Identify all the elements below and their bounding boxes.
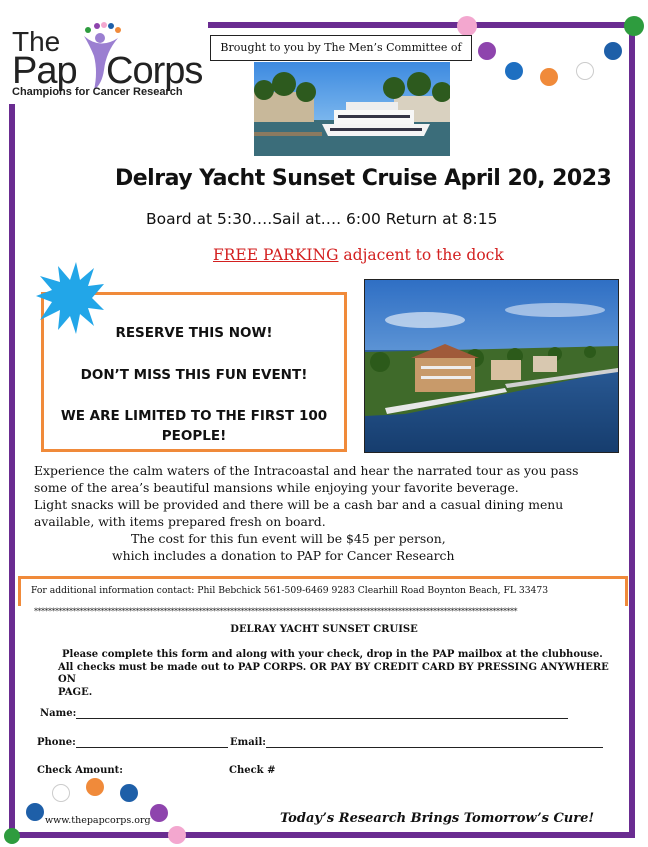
decor-dot xyxy=(576,62,594,80)
frame-top-border xyxy=(208,22,634,28)
decor-dot xyxy=(168,826,186,844)
donation-line: which includes a donation to PAP for Cancer Research xyxy=(112,548,455,563)
event-schedule: Board at 5:30….Sail at…. 6:00 Return at 8:15 xyxy=(146,210,498,228)
decor-dot xyxy=(52,784,70,802)
description-line: available, with items prepared fresh on board. xyxy=(34,514,326,529)
decor-dot xyxy=(120,784,138,802)
frame-right-border xyxy=(629,26,635,836)
logo-tagline: Champions for Cancer Research xyxy=(12,86,183,98)
decor-dot xyxy=(150,804,168,822)
cut-line-divider: ****************************************************************************************************************************************** xyxy=(34,607,517,616)
form-instructions xyxy=(60,649,620,699)
name-label: Name: xyxy=(40,708,77,719)
decor-dot xyxy=(478,42,496,60)
decor-dot xyxy=(540,68,558,86)
decor-dot xyxy=(457,16,477,36)
free-parking-link[interactable]: FREE PARKING xyxy=(213,246,339,264)
decor-dot xyxy=(604,42,622,60)
frame-bottom-border xyxy=(9,832,635,838)
decor-dot xyxy=(26,803,44,821)
starburst-icon xyxy=(36,262,104,334)
check-amount-label: Check Amount: xyxy=(37,765,123,776)
pap-corps-logo xyxy=(8,16,218,100)
name-field[interactable] xyxy=(76,718,568,719)
description-line: Light snacks will be provided and there will be a cash bar and a casual dining menu xyxy=(34,497,564,512)
check-number-label: Check # xyxy=(229,765,276,776)
sponsor-banner: Brought to you by The Men’s Committee of xyxy=(210,35,472,61)
cost-line: The cost for this fun event will be $45 per person, xyxy=(131,531,446,546)
parking-note xyxy=(213,246,504,264)
decor-dot xyxy=(624,16,644,36)
event-description xyxy=(34,462,614,530)
logo-the-text: The xyxy=(12,26,61,57)
phone-label: Phone: xyxy=(37,737,76,748)
logo-corps-text: Corps xyxy=(106,50,203,92)
decor-dot xyxy=(505,62,523,80)
website-link[interactable]: www.thepapcorps.org xyxy=(45,815,151,826)
contact-info-box: For additional information contact: Phil Bebchick 561-509-6469 9283 Clearhill Road Boynton Beach, FL 33473 xyxy=(18,576,628,606)
form-title: DELRAY YACHT SUNSET CRUISE xyxy=(230,624,418,635)
reserve-line-3: WE ARE LIMITED TO THE FIRST 100 xyxy=(60,408,328,424)
frame-left-border xyxy=(9,104,15,838)
parking-detail: adjacent to the dock xyxy=(338,246,504,264)
email-label: Email: xyxy=(230,737,266,748)
decor-dot xyxy=(86,778,104,796)
email-field[interactable] xyxy=(266,747,603,748)
instruction-line: Please complete this form and along with your check, drop in the PAP mailbox at the clubhouse. xyxy=(62,649,603,660)
description-line: some of the area’s beautiful mansions while enjoying your favorite beverage. xyxy=(34,480,519,495)
logo-pap-text: Pap xyxy=(12,50,77,92)
instruction-line: PAGE. xyxy=(58,686,93,698)
footer-motto: Today’s Research Brings Tomorrow’s Cure! xyxy=(280,811,595,826)
phone-field[interactable] xyxy=(76,747,228,748)
decor-dot xyxy=(4,828,20,844)
event-title: Delray Yacht Sunset Cruise April 20, 2023 xyxy=(115,166,612,191)
yacht-photo xyxy=(254,62,450,156)
instruction-line: All checks must be made out to PAP CORPS. OR PAY BY CREDIT CARD BY PRESSING ANYWHERE ON xyxy=(58,661,609,685)
reserve-line-1: RESERVE THIS NOW! xyxy=(115,325,273,341)
description-line: Experience the calm waters of the Intracoastal and hear the narrated tour as you pass xyxy=(34,463,579,478)
waterfront-mansion-photo xyxy=(364,279,619,453)
reserve-line-2: DON’T MISS THIS FUN EVENT! xyxy=(80,367,308,383)
reserve-line-4: PEOPLE! xyxy=(161,428,227,444)
